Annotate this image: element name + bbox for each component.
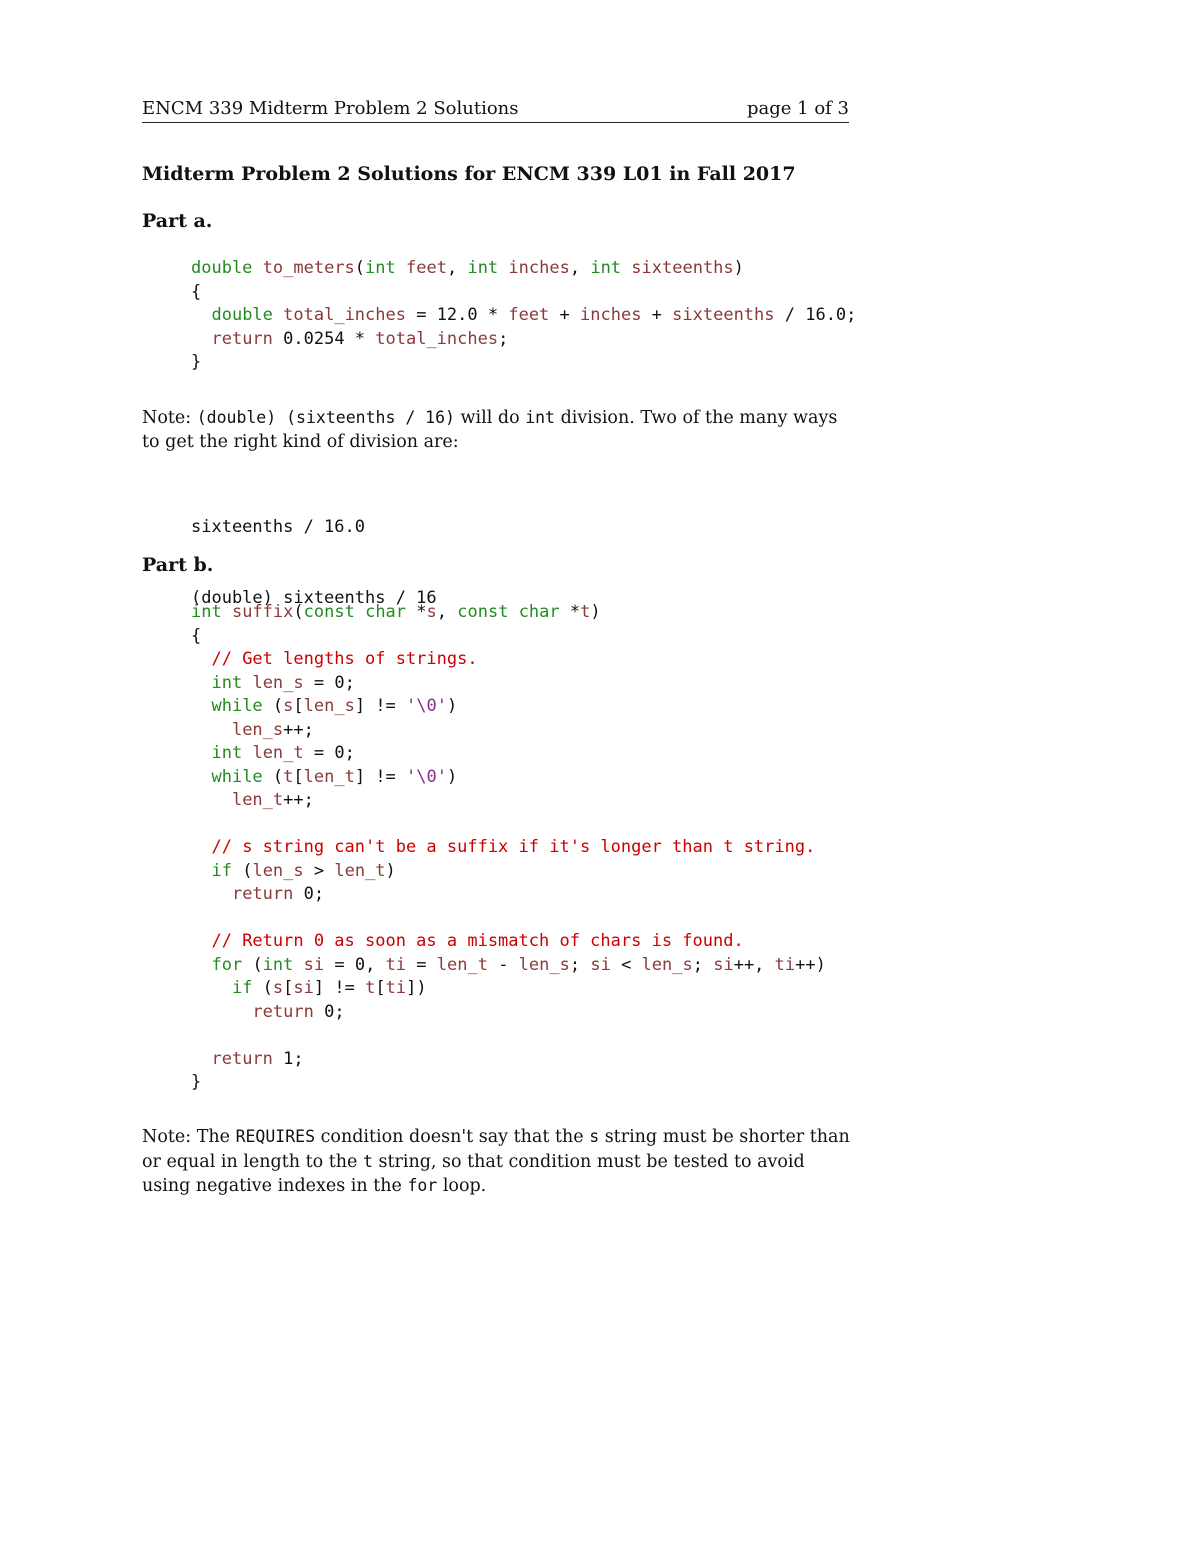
code-line — [191, 257, 856, 281]
code-identifier: feet — [406, 258, 447, 278]
code-keyword: int — [262, 954, 294, 975]
code-text — [355, 602, 365, 622]
code-identifier: return — [231, 884, 294, 904]
code-keyword: char — [518, 602, 560, 622]
code-text: ; — [692, 954, 714, 975]
code-text — [191, 790, 232, 810]
code-text: 0; — [293, 884, 325, 904]
code-text — [191, 720, 232, 740]
note-text: condition doesn't say that the — [315, 1127, 590, 1147]
code-identifier: len_t — [252, 743, 304, 763]
code-line — [191, 625, 826, 649]
code-text — [508, 602, 518, 622]
code-text: - — [487, 954, 519, 975]
code-text — [191, 931, 211, 951]
code-text — [191, 884, 232, 904]
code-line — [191, 1071, 826, 1095]
code-text: ] != — [313, 978, 366, 998]
code-text — [191, 329, 211, 349]
code-text — [191, 908, 201, 928]
code-text: / 16.0; — [774, 305, 857, 325]
code-line — [191, 328, 856, 352]
part-b-code-block — [191, 601, 826, 1095]
code-line — [191, 766, 826, 790]
code-text — [191, 1002, 252, 1022]
code-identifier: len_t — [231, 790, 284, 810]
code-identifier: s — [426, 602, 437, 622]
code-identifier: t — [580, 602, 591, 622]
part-b-heading: Part b. — [142, 554, 214, 576]
code-text — [191, 649, 211, 669]
code-text: ] != — [354, 696, 407, 716]
code-text: ( — [354, 258, 366, 278]
code-identifier: len_s — [641, 954, 693, 975]
code-text: , — [436, 602, 458, 622]
code-line — [191, 648, 826, 672]
code-comment: // Get lengths of strings. — [211, 649, 478, 669]
code-line — [191, 672, 826, 696]
code-text: ( — [262, 766, 284, 787]
note-text: loop. — [437, 1176, 487, 1196]
code-identifier: return — [252, 1001, 314, 1022]
code-text: + — [641, 305, 673, 325]
code-text — [191, 814, 201, 834]
code-text: ++, — [733, 954, 775, 975]
code-line — [191, 883, 826, 907]
code-line — [191, 695, 826, 719]
code-text: = 0; — [303, 672, 355, 693]
code-text: { — [191, 281, 202, 302]
code-line — [191, 719, 826, 743]
document-title: Midterm Problem 2 Solutions for ENCM 339 L01 in Fall 2017 — [142, 163, 796, 185]
note-code-for: for — [407, 1176, 438, 1195]
code-text — [191, 861, 211, 881]
code-line — [191, 1001, 826, 1025]
code-text — [191, 767, 211, 787]
note-code-requires: REQUIRES — [235, 1127, 316, 1146]
code-text: 0; — [313, 1001, 345, 1022]
code-text: 0.0254 * — [272, 328, 376, 349]
code-identifier: len_s — [252, 672, 304, 693]
code-keyword: if — [231, 978, 253, 998]
code-text: } — [191, 352, 202, 372]
code-text — [191, 955, 211, 975]
code-text: = — [406, 954, 437, 975]
code-keyword: while — [211, 696, 263, 716]
note-prefix: Note: — [142, 408, 197, 428]
code-text — [191, 305, 211, 325]
note-text: string, so that condition must be tested to avoid using negative indexes in the — [142, 1151, 805, 1196]
example-line: sixteenths / 16.0 — [191, 517, 365, 537]
code-identifier: inches — [508, 258, 570, 278]
code-text — [252, 258, 262, 278]
code-identifier: len_s — [231, 719, 284, 740]
code-line — [191, 836, 826, 860]
note-code-t: t — [362, 1151, 373, 1171]
code-identifier: s — [272, 978, 284, 998]
code-line — [191, 742, 826, 766]
code-text: { — [191, 625, 202, 646]
code-text — [498, 258, 508, 278]
code-text: ; — [569, 954, 591, 975]
header-course-title: ENCM 339 Midterm Problem 2 Solutions — [142, 98, 519, 119]
code-keyword: int — [590, 258, 622, 278]
code-text: + — [549, 305, 581, 325]
code-text: [ — [375, 978, 386, 998]
code-text — [191, 978, 232, 998]
code-text: = 12.0 * — [405, 305, 509, 325]
code-identifier: len_s — [518, 954, 570, 975]
code-text — [191, 696, 211, 716]
code-identifier: si — [590, 954, 611, 975]
code-identifier: len_s — [303, 696, 355, 716]
code-text: * — [406, 602, 427, 622]
code-keyword: char — [365, 602, 407, 622]
code-text — [191, 837, 211, 857]
code-text: , — [569, 258, 591, 278]
code-identifier: len_t — [334, 860, 386, 881]
code-keyword: int — [211, 743, 243, 763]
code-text — [293, 955, 303, 975]
code-text: ) — [446, 696, 458, 716]
note-prefix: Note: The — [142, 1127, 236, 1147]
code-identifier: len_s — [252, 860, 304, 881]
code-identifier: total_inches — [375, 328, 499, 349]
code-text: = 0, — [324, 954, 386, 975]
code-text — [191, 1049, 211, 1069]
code-text: 1; — [272, 1048, 304, 1069]
code-text: = 0; — [303, 743, 355, 763]
code-identifier: return — [211, 1048, 273, 1069]
code-text: [ — [293, 766, 304, 787]
part-a-code-block — [191, 257, 856, 375]
code-identifier: si — [713, 954, 734, 975]
code-text: ]) — [406, 978, 427, 998]
code-identifier: t — [365, 978, 376, 998]
code-char-literal: '\0' — [406, 696, 447, 716]
code-text: ++; — [283, 719, 314, 740]
code-line — [191, 1024, 826, 1048]
code-keyword: for — [211, 954, 243, 975]
code-text: ++) — [795, 954, 826, 975]
code-text — [242, 673, 252, 693]
note-code-cast-expression: (double) (sixteenths / 16) — [196, 408, 455, 427]
code-text: ; — [498, 328, 509, 349]
code-text — [191, 1025, 201, 1045]
code-line — [191, 977, 826, 1001]
code-text — [242, 743, 252, 763]
code-text: } — [191, 1072, 202, 1092]
code-keyword: int — [211, 672, 243, 693]
code-text: ( — [231, 860, 253, 881]
code-text: < — [610, 954, 642, 975]
code-text: ++; — [283, 790, 314, 810]
header-page-number: page 1 of 3 — [747, 98, 849, 119]
code-text: ( — [242, 954, 263, 975]
code-identifier: suffix — [231, 602, 294, 622]
note-text: will do — [454, 408, 526, 428]
code-identifier: t — [283, 766, 294, 787]
note-text: division. Two of the many ways to get the right kind of division are: — [142, 408, 838, 452]
code-line — [191, 601, 826, 625]
part-b-note — [142, 1125, 854, 1199]
code-line — [191, 907, 826, 931]
code-identifier: si — [293, 978, 314, 998]
code-text: ) — [385, 860, 396, 881]
note-text: string must be shorter than or equal in length to the — [142, 1127, 850, 1172]
code-text — [191, 743, 211, 763]
code-line — [191, 281, 856, 305]
code-line — [191, 351, 856, 375]
code-line — [191, 789, 826, 813]
code-text: ) — [446, 766, 458, 787]
running-header — [142, 98, 849, 123]
code-text — [191, 673, 211, 693]
code-keyword: double — [191, 258, 253, 278]
code-identifier: return — [211, 328, 273, 349]
code-line — [191, 304, 856, 328]
code-identifier: total_inches — [283, 305, 406, 325]
code-identifier: ti — [385, 978, 407, 998]
code-text: [ — [293, 696, 304, 716]
code-text: , — [446, 258, 468, 278]
code-keyword: while — [211, 766, 263, 787]
code-text: ( — [293, 602, 304, 622]
code-line — [191, 813, 826, 837]
code-keyword: int — [467, 258, 499, 278]
code-keyword: const — [303, 602, 355, 622]
code-identifier: feet — [508, 305, 550, 325]
code-identifier: si — [303, 954, 325, 975]
code-text: ( — [262, 696, 284, 716]
code-text: [ — [283, 978, 294, 998]
code-text: ) — [590, 602, 601, 622]
code-line — [191, 860, 826, 884]
code-text — [273, 305, 283, 325]
code-keyword: if — [211, 860, 232, 881]
code-identifier: sixteenths — [631, 258, 734, 278]
code-text: ) — [733, 258, 744, 278]
code-text — [222, 602, 232, 622]
code-identifier: to_meters — [262, 258, 355, 278]
note-code-int: int — [525, 408, 555, 427]
code-keyword: double — [211, 305, 273, 325]
code-keyword: int — [365, 258, 396, 278]
code-identifier: ti — [385, 954, 407, 975]
code-identifier: ti — [774, 954, 796, 975]
code-identifier: len_t — [303, 766, 355, 787]
code-char-literal: '\0' — [406, 766, 447, 787]
code-identifier: s — [283, 696, 294, 716]
code-keyword: const — [457, 602, 509, 622]
code-text: * — [559, 602, 581, 622]
code-identifier: sixteenths — [672, 305, 775, 325]
code-identifier: len_t — [436, 954, 488, 975]
code-text: ( — [252, 978, 273, 998]
part-a-heading: Part a. — [142, 210, 213, 232]
part-a-note — [142, 406, 854, 454]
code-text: > — [303, 860, 335, 881]
code-identifier: inches — [580, 305, 642, 325]
code-comment: // s string can't be a suffix if it's longer than t string. — [211, 837, 816, 857]
code-line — [191, 1048, 826, 1072]
code-comment: // Return 0 as soon as a mismatch of chars is found. — [211, 931, 744, 951]
code-keyword: int — [191, 602, 222, 622]
code-text — [621, 258, 631, 278]
code-line — [191, 954, 826, 978]
code-text: ] != — [354, 766, 407, 787]
note-code-s: s — [589, 1127, 600, 1146]
example-line: (double) sixteenths / 16 — [191, 587, 437, 608]
code-line — [191, 930, 826, 954]
code-text — [396, 258, 406, 278]
